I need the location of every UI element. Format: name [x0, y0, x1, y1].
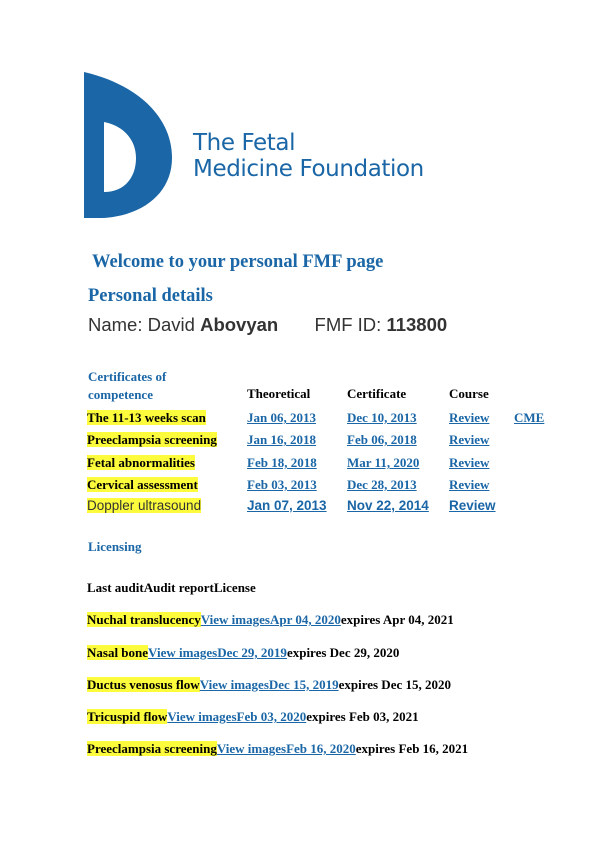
license-row-5 — [87, 741, 468, 757]
cert-review-link-3[interactable]: Review — [449, 455, 490, 470]
cert-theoretical-link-1[interactable]: Jan 06, 2013 — [247, 410, 316, 425]
fmf-id-label: FMF ID: — [314, 314, 382, 335]
last-name: Abovyan — [200, 314, 279, 335]
cert-theoretical-link-2[interactable]: Jan 16, 2018 — [247, 432, 316, 447]
license-expiry: expires Dec 29, 2020 — [286, 645, 400, 660]
logo-text-line2: Medicine Foundation — [193, 156, 424, 182]
audit-date-link[interactable]: Dec 29, 2019 — [217, 645, 287, 660]
cert-review-link-5[interactable]: Review — [449, 498, 496, 513]
view-images-link[interactable]: View images — [200, 612, 270, 627]
name-line — [88, 314, 447, 336]
first-name: David — [147, 314, 195, 335]
certificates-title-line1: Certificates of — [88, 369, 167, 384]
cert-name-2: Preeclampsia screening — [87, 432, 217, 447]
fmf-id-value: 113800 — [386, 314, 448, 335]
cert-certificate-link-5[interactable]: Nov 22, 2014 — [347, 498, 429, 513]
license-name: Ductus venosus flow — [87, 677, 200, 692]
fmf-logo-mark-icon — [84, 72, 174, 222]
license-name: Nuchal translucency — [87, 612, 201, 627]
welcome-heading: Welcome to your personal FMF page — [92, 252, 384, 272]
cert-review-link-2[interactable]: Review — [449, 432, 490, 447]
cert-review-link-4[interactable]: Review — [449, 477, 490, 492]
cert-name-3: Fetal abnormalities — [87, 455, 195, 470]
cert-name-4: Cervical assessment — [87, 477, 198, 492]
cert-certificate-link-3[interactable]: Mar 11, 2020 — [347, 455, 420, 470]
cert-theoretical-link-4[interactable]: Feb 03, 2013 — [247, 477, 317, 492]
column-theoretical: Theoretical — [247, 386, 311, 401]
audit-date-link[interactable]: Apr 04, 2020 — [269, 612, 341, 627]
column-certificate: Certificate — [347, 386, 407, 401]
cert-certificate-link-4[interactable]: Dec 28, 2013 — [347, 477, 417, 492]
audit-date-link[interactable]: Feb 16, 2020 — [286, 741, 356, 756]
license-expiry: expires Feb 03, 2021 — [306, 709, 419, 724]
view-images-link[interactable]: View images — [199, 677, 269, 692]
license-name: Nasal bone — [87, 645, 149, 660]
cert-theoretical-link-3[interactable]: Feb 18, 2018 — [247, 455, 317, 470]
license-name: Tricuspid flow — [87, 709, 168, 724]
cert-theoretical-link-5[interactable]: Jan 07, 2013 — [247, 498, 327, 513]
audit-date-link[interactable]: Feb 03, 2020 — [236, 709, 307, 724]
license-row-3 — [87, 677, 451, 693]
name-label: Name: — [88, 314, 143, 335]
license-row-2 — [87, 645, 399, 661]
logo-text-line1: The Fetal — [193, 130, 296, 156]
cert-name-5: Doppler ultrasound — [87, 498, 202, 513]
cert-certificate-link-2[interactable]: Feb 06, 2018 — [347, 432, 417, 447]
view-images-link[interactable]: View images — [216, 741, 287, 756]
personal-details-title: Personal details — [88, 286, 213, 306]
cert-name-1: The 11-13 weeks scan — [87, 410, 206, 425]
view-images-link[interactable]: View images — [148, 645, 218, 660]
license-row-1 — [87, 612, 454, 628]
cert-certificate-link-1[interactable]: Dec 10, 2013 — [347, 410, 417, 425]
license-expiry: expires Dec 15, 2020 — [338, 677, 451, 692]
column-course: Course — [449, 386, 489, 401]
license-row-4 — [87, 709, 419, 725]
licensing-header: Last auditAudit reportLicense — [87, 580, 256, 595]
audit-date-link[interactable]: Dec 15, 2019 — [268, 677, 339, 692]
certificates-title-line2: competence — [88, 387, 153, 402]
license-name: Preeclampsia screening — [87, 741, 217, 756]
cme-link[interactable]: CME — [514, 410, 545, 425]
license-expiry: expires Apr 04, 2021 — [340, 612, 454, 627]
view-images-link[interactable]: View images — [167, 709, 237, 724]
licensing-title: Licensing — [88, 539, 142, 554]
cert-review-link-1[interactable]: Review — [449, 410, 490, 425]
license-expiry: expires Feb 16, 2021 — [355, 741, 469, 756]
